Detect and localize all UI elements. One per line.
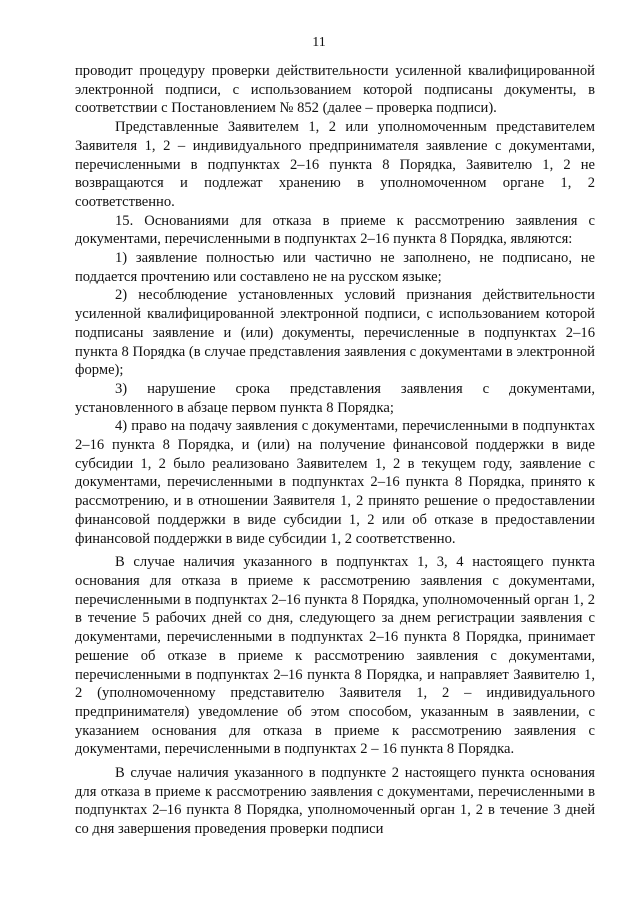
- paragraph-section-15-grounds: 15. Основаниями для отказа в приеме к рассмотрению заявления с документами, перечисленными в подпунктах 2–16 пункта 8 Порядка, являются:: [75, 212, 595, 248]
- paragraph-signature-check-continuation: проводит процедуру проверки действительности усиленной квалифицированной электронной подписи, с использованием которой подписаны документы, в соответствии с Постановлением № 852 (далее – проверка подписи).: [75, 63, 595, 117]
- paragraph-ground-2: 2) несоблюдение установленных условий признания действительности усиленной квалифицированной электронной подписи, с использованием которой подписаны заявление и (или) документы, перечисленные в подпунктах 2–16 пункта 8 Порядка (в случае представления заявления с документами в электронной форме);: [75, 287, 595, 379]
- paragraph-ground-4: 4) право на подачу заявления с документами, перечисленными в подпунктах 2–16 пункта 8 Порядка, и (или) на получение финансовой поддержки в виде субсидии 1, 2 было реализовано Заявителем 1, 2 в текущем году, заявление с документами, перечисленными в подпунктах 2–16 пункта 8 Порядка, принято к рассмотрению, и в отношении Заявителя 1, 2 принято решение о предоставлении финансовой поддержки в виде субсидии 1, 2 или об отказе в предоставлении финансовой поддержки в виде субсидии 1, 2 соответственно.: [75, 418, 595, 547]
- paragraph-ground-3: 3) нарушение срока представления заявления с документами, установленного в абзаце первом пункта 8 Порядка;: [75, 380, 595, 416]
- paragraph-refusal-procedure-1-3-4: В случае наличия указанного в подпунктах 1, 3, 4 настоящего пункта основания для отказа в приеме к рассмотрению заявления с документами, перечисленными в подпунктах 2–16 пункта 8 Порядка, уполномоченный орган 1, 2 в течение 5 рабочих дней со дня, следующего за днем регистрации заявления с документами, перечисленными в подпунктах 2–16 пункта 8 Порядка, принимает решение об отказе в приеме к рассмотрению заявления с документами, перечисленными в подпунктах 2–16 пункта 8 Порядка, и направляет Заявителю 1, 2 (уполномоченному представителю Заявителя 1, 2 – индивидуального предпринимателя) уведомление об этом способом, указанным в заявлении, с указанием основания для отказа в приеме к рассмотрению заявления с документами, перечисленными в подпунктах 2 – 16 пункта 8 Порядка.: [75, 554, 595, 758]
- paragraph-documents-not-returned: Представленные Заявителем 1, 2 или уполномоченным представителем Заявителя 1, 2 – индивидуального предпринимателя заявление с документами, перечисленными в подпунктах 2–16 пункта 8 Порядка, Заявителю 1, 2 не возвращаются и подлежат хранению в уполномоченном органе 1, 2 соответственно.: [75, 119, 595, 210]
- page-number: 11: [312, 35, 326, 50]
- paragraph-refusal-procedure-2: В случае наличия указанного в подпункте 2 настоящего пункта основания для отказа в приеме к рассмотрению заявления с документами, перечисленными в подпунктах 2–16 пункта 8 Порядка, уполномоченный орган 1, 2 в течение 3 дней со дня завершения проведения проверки подписи: [75, 765, 595, 838]
- document-body: [75, 62, 595, 839]
- paragraph-ground-1: 1) заявление полностью или частично не заполнено, не подписано, не поддается прочтению или составлено не на русском языке;: [75, 250, 595, 285]
